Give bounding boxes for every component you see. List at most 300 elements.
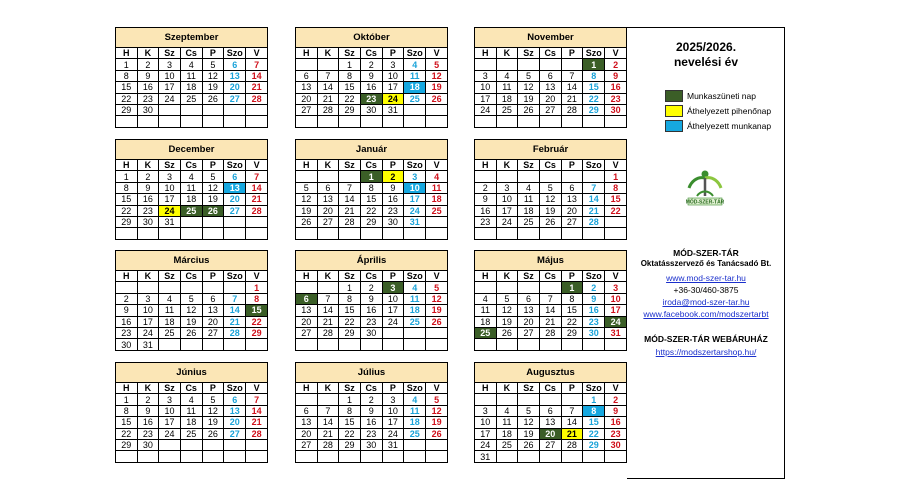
- day-cell: [246, 216, 268, 227]
- day-cell: 27: [224, 93, 246, 104]
- day-cell: 3: [159, 171, 181, 182]
- day-cell: 25: [159, 327, 181, 338]
- day-cell: [404, 327, 426, 338]
- day-cell: 26: [202, 428, 224, 439]
- day-cell: 4: [404, 394, 426, 405]
- weekday-header: V: [605, 160, 627, 171]
- day-cell: 1: [605, 171, 627, 182]
- day-cell: 17: [475, 428, 497, 439]
- school-year-title: 2025/2026.: [675, 40, 737, 54]
- day-cell: 30: [382, 216, 404, 227]
- day-cell: [475, 116, 497, 127]
- day-cell: [224, 339, 246, 350]
- day-cell: 22: [339, 316, 361, 327]
- day-cell: 23: [360, 316, 382, 327]
- day-cell: [246, 339, 268, 350]
- month-2: [474, 27, 627, 128]
- day-cell: 12: [539, 194, 561, 205]
- day-cell: 13: [539, 417, 561, 428]
- day-cell: 8: [583, 70, 605, 81]
- day-cell: 27: [561, 216, 583, 227]
- day-cell: 24: [496, 216, 518, 227]
- day-cell: 28: [583, 216, 605, 227]
- legend-rest-day: [665, 105, 771, 117]
- day-cell: 18: [180, 417, 202, 428]
- day-cell: 27: [202, 327, 224, 338]
- day-cell: [180, 216, 202, 227]
- day-cell: 29: [561, 327, 583, 338]
- day-cell: 30: [605, 104, 627, 115]
- day-cell: 17: [382, 82, 404, 93]
- day-cell: [539, 282, 561, 293]
- day-cell: 16: [360, 305, 382, 316]
- day-cell: 8: [583, 405, 605, 416]
- day-cell: 9: [137, 70, 159, 81]
- day-cell: 1: [246, 282, 268, 293]
- day-cell: 4: [180, 394, 202, 405]
- day-cell: 5: [496, 293, 518, 304]
- weekday-header: K: [137, 271, 159, 282]
- day-cell: [605, 116, 627, 127]
- day-cell: 20: [561, 205, 583, 216]
- day-cell: 23: [137, 93, 159, 104]
- day-cell: 2: [360, 394, 382, 405]
- day-cell: 3: [475, 70, 497, 81]
- day-cell: 25: [426, 205, 448, 216]
- day-cell: 20: [296, 428, 318, 439]
- day-cell: 19: [496, 316, 518, 327]
- day-cell: 4: [426, 171, 448, 182]
- day-cell: 18: [518, 205, 540, 216]
- day-cell: [137, 116, 159, 127]
- day-cell: 14: [539, 305, 561, 316]
- day-cell: 19: [426, 417, 448, 428]
- day-cell: 5: [426, 282, 448, 293]
- day-cell: 26: [496, 327, 518, 338]
- day-cell: [496, 282, 518, 293]
- weekday-header: K: [496, 48, 518, 59]
- day-cell: 31: [382, 104, 404, 115]
- day-cell: 22: [339, 428, 361, 439]
- day-cell: 7: [224, 293, 246, 304]
- day-cell: 13: [296, 417, 318, 428]
- day-cell: 23: [137, 205, 159, 216]
- day-cell: [246, 451, 268, 462]
- day-cell: 8: [339, 405, 361, 416]
- day-cell: [496, 59, 518, 70]
- day-cell: [426, 339, 448, 350]
- company-name: MÓD-SZER-TÁR: [673, 248, 739, 258]
- day-cell: [605, 451, 627, 462]
- day-cell: [116, 228, 138, 239]
- day-cell: 18: [404, 305, 426, 316]
- day-cell: 18: [404, 417, 426, 428]
- day-cell: [605, 339, 627, 350]
- day-cell: 22: [360, 205, 382, 216]
- day-cell: 6: [224, 59, 246, 70]
- day-cell: [159, 104, 181, 115]
- weekday-header: K: [496, 160, 518, 171]
- day-cell: 16: [137, 417, 159, 428]
- weekday-header: Cs: [180, 160, 202, 171]
- day-cell: 24: [159, 93, 181, 104]
- day-cell: [159, 282, 181, 293]
- day-cell: 26: [202, 205, 224, 216]
- weekday-header: Sz: [518, 383, 540, 394]
- day-cell: [159, 116, 181, 127]
- weekday-header: Sz: [159, 160, 181, 171]
- day-cell: 11: [518, 194, 540, 205]
- day-cell: [159, 451, 181, 462]
- month-8: [474, 250, 627, 351]
- day-cell: 12: [518, 417, 540, 428]
- day-cell: [224, 216, 246, 227]
- day-cell: [426, 451, 448, 462]
- day-cell: 14: [317, 417, 339, 428]
- day-cell: [561, 171, 583, 182]
- day-cell: 22: [583, 93, 605, 104]
- day-cell: 9: [605, 405, 627, 416]
- weekday-header: V: [426, 160, 448, 171]
- month-title: Szeptember: [116, 28, 268, 48]
- day-cell: 11: [404, 70, 426, 81]
- day-cell: [426, 228, 448, 239]
- day-cell: 8: [116, 70, 138, 81]
- day-cell: 25: [404, 316, 426, 327]
- day-cell: [339, 171, 361, 182]
- day-cell: 4: [159, 293, 181, 304]
- day-cell: 11: [180, 182, 202, 193]
- day-cell: 10: [475, 417, 497, 428]
- day-cell: 31: [475, 451, 497, 462]
- day-cell: [246, 439, 268, 450]
- day-cell: [137, 451, 159, 462]
- day-cell: [583, 116, 605, 127]
- day-cell: [539, 451, 561, 462]
- day-cell: 27: [296, 104, 318, 115]
- day-cell: [224, 104, 246, 115]
- weekday-header: K: [496, 383, 518, 394]
- day-cell: 4: [180, 171, 202, 182]
- day-cell: [561, 228, 583, 239]
- weekday-header: Cs: [539, 48, 561, 59]
- webshop-title: MÓD-SZER-TÁR WEBÁRUHÁZ: [644, 334, 768, 344]
- day-cell: 18: [159, 316, 181, 327]
- legend-swatch-work: [665, 120, 683, 132]
- day-cell: [224, 439, 246, 450]
- day-cell: 15: [339, 305, 361, 316]
- day-cell: [561, 59, 583, 70]
- day-cell: 21: [539, 316, 561, 327]
- day-cell: 20: [296, 316, 318, 327]
- weekday-header: Szo: [224, 48, 246, 59]
- day-cell: [180, 282, 202, 293]
- day-cell: [202, 439, 224, 450]
- day-cell: [496, 339, 518, 350]
- day-cell: 13: [224, 405, 246, 416]
- day-cell: [496, 116, 518, 127]
- day-cell: 31: [605, 327, 627, 338]
- weekday-header: Szo: [583, 271, 605, 282]
- day-cell: 29: [116, 104, 138, 115]
- day-cell: 15: [116, 82, 138, 93]
- day-cell: 1: [116, 59, 138, 70]
- day-cell: 12: [202, 182, 224, 193]
- day-cell: 17: [137, 316, 159, 327]
- day-cell: 16: [360, 82, 382, 93]
- facebook-link[interactable]: www.facebook.com/modszertarbt: [643, 309, 769, 319]
- weekday-header: Sz: [339, 48, 361, 59]
- weekday-header: Szo: [583, 48, 605, 59]
- day-cell: [317, 451, 339, 462]
- info-panel: [627, 27, 785, 479]
- email-link[interactable]: iroda@mod-szer-tar.hu: [662, 297, 750, 307]
- day-cell: 11: [496, 417, 518, 428]
- day-cell: [317, 282, 339, 293]
- day-cell: [561, 394, 583, 405]
- day-cell: 15: [339, 82, 361, 93]
- day-cell: [360, 116, 382, 127]
- day-cell: 21: [246, 417, 268, 428]
- month-5: [474, 139, 627, 240]
- day-cell: 15: [246, 305, 268, 316]
- day-cell: 22: [246, 316, 268, 327]
- day-cell: [159, 439, 181, 450]
- weekday-header: Szo: [404, 383, 426, 394]
- weekday-header: P: [202, 383, 224, 394]
- day-cell: 5: [426, 59, 448, 70]
- day-cell: 14: [561, 82, 583, 93]
- day-cell: 24: [382, 93, 404, 104]
- day-cell: 23: [605, 93, 627, 104]
- day-cell: [224, 451, 246, 462]
- day-cell: 13: [296, 82, 318, 93]
- day-cell: 26: [180, 327, 202, 338]
- day-cell: 11: [159, 305, 181, 316]
- day-cell: 2: [116, 293, 138, 304]
- month-3: [115, 139, 268, 240]
- day-cell: [496, 451, 518, 462]
- day-cell: 15: [360, 194, 382, 205]
- weekday-header: H: [475, 160, 497, 171]
- day-cell: 3: [159, 394, 181, 405]
- day-cell: [296, 451, 318, 462]
- phone-number: +36-30/460-3875: [673, 285, 739, 295]
- weekday-header: P: [561, 48, 583, 59]
- day-cell: 13: [518, 305, 540, 316]
- weekday-header: P: [202, 271, 224, 282]
- day-cell: 11: [496, 82, 518, 93]
- day-cell: [404, 116, 426, 127]
- day-cell: 2: [382, 171, 404, 182]
- website-link[interactable]: www.mod-szer-tar.hu: [666, 273, 746, 283]
- weekday-header: Cs: [360, 271, 382, 282]
- webshop-link[interactable]: https://modszertarshop.hu/: [655, 347, 757, 357]
- day-cell: 13: [202, 305, 224, 316]
- day-cell: 28: [246, 93, 268, 104]
- weekday-header: K: [317, 271, 339, 282]
- day-cell: 3: [137, 293, 159, 304]
- day-cell: 25: [180, 205, 202, 216]
- day-cell: [339, 451, 361, 462]
- day-cell: [224, 116, 246, 127]
- day-cell: 4: [518, 182, 540, 193]
- day-cell: 27: [224, 205, 246, 216]
- day-cell: 31: [159, 216, 181, 227]
- day-cell: 6: [224, 171, 246, 182]
- day-cell: 21: [583, 205, 605, 216]
- day-cell: 30: [360, 439, 382, 450]
- day-cell: 16: [605, 82, 627, 93]
- day-cell: [360, 339, 382, 350]
- day-cell: 14: [246, 405, 268, 416]
- month-title: Január: [296, 140, 448, 160]
- day-cell: 2: [605, 59, 627, 70]
- weekday-header: Szo: [404, 48, 426, 59]
- day-cell: [296, 282, 318, 293]
- weekday-header: P: [561, 160, 583, 171]
- day-cell: 29: [583, 439, 605, 450]
- day-cell: 12: [202, 405, 224, 416]
- month-9: [115, 362, 268, 463]
- day-cell: 22: [116, 205, 138, 216]
- day-cell: 28: [317, 439, 339, 450]
- legend-swatch-holiday: [665, 90, 683, 102]
- day-cell: 28: [539, 327, 561, 338]
- day-cell: 17: [404, 194, 426, 205]
- day-cell: [404, 339, 426, 350]
- day-cell: [583, 228, 605, 239]
- weekday-header: K: [137, 383, 159, 394]
- day-cell: [518, 171, 540, 182]
- day-cell: 28: [224, 327, 246, 338]
- day-cell: 14: [224, 305, 246, 316]
- day-cell: 28: [317, 327, 339, 338]
- day-cell: 21: [246, 194, 268, 205]
- day-cell: 4: [404, 282, 426, 293]
- day-cell: [296, 228, 318, 239]
- day-cell: 16: [360, 417, 382, 428]
- weekday-header: K: [137, 48, 159, 59]
- day-cell: [426, 327, 448, 338]
- day-cell: [116, 451, 138, 462]
- day-cell: 12: [180, 305, 202, 316]
- day-cell: 27: [539, 104, 561, 115]
- day-cell: [475, 394, 497, 405]
- weekday-header: V: [605, 271, 627, 282]
- weekday-header: Sz: [159, 48, 181, 59]
- day-cell: [296, 59, 318, 70]
- day-cell: 28: [317, 104, 339, 115]
- month-title: Július: [296, 363, 448, 383]
- day-cell: 9: [137, 405, 159, 416]
- day-cell: 9: [360, 293, 382, 304]
- day-cell: 26: [539, 216, 561, 227]
- day-cell: 25: [180, 428, 202, 439]
- month-title: November: [475, 28, 627, 48]
- day-cell: 15: [339, 417, 361, 428]
- day-cell: 16: [605, 417, 627, 428]
- day-cell: 30: [583, 327, 605, 338]
- day-cell: 16: [116, 316, 138, 327]
- day-cell: 12: [426, 70, 448, 81]
- day-cell: [202, 451, 224, 462]
- day-cell: 19: [202, 417, 224, 428]
- day-cell: [382, 339, 404, 350]
- day-cell: 7: [246, 394, 268, 405]
- weekday-header: Szo: [224, 160, 246, 171]
- day-cell: 20: [224, 417, 246, 428]
- day-cell: 27: [296, 439, 318, 450]
- day-cell: 15: [116, 194, 138, 205]
- day-cell: [404, 439, 426, 450]
- day-cell: 9: [137, 182, 159, 193]
- day-cell: [475, 282, 497, 293]
- day-cell: [317, 116, 339, 127]
- day-cell: 18: [496, 428, 518, 439]
- day-cell: 25: [496, 104, 518, 115]
- day-cell: 27: [539, 439, 561, 450]
- day-cell: 3: [475, 405, 497, 416]
- day-cell: 17: [475, 93, 497, 104]
- weekday-header: H: [296, 383, 318, 394]
- day-cell: 7: [246, 59, 268, 70]
- day-cell: 12: [518, 82, 540, 93]
- day-cell: 10: [382, 405, 404, 416]
- day-cell: 8: [360, 182, 382, 193]
- day-cell: [583, 339, 605, 350]
- day-cell: 24: [159, 205, 181, 216]
- weekday-header: K: [317, 48, 339, 59]
- day-cell: [583, 171, 605, 182]
- day-cell: 24: [137, 327, 159, 338]
- day-cell: [605, 216, 627, 227]
- day-cell: 22: [116, 428, 138, 439]
- day-cell: 30: [360, 327, 382, 338]
- weekday-header: K: [137, 160, 159, 171]
- weekday-header: H: [116, 48, 138, 59]
- day-cell: 21: [339, 205, 361, 216]
- day-cell: 22: [561, 316, 583, 327]
- day-cell: 5: [518, 70, 540, 81]
- day-cell: 14: [339, 194, 361, 205]
- day-cell: 7: [561, 70, 583, 81]
- day-cell: 11: [404, 405, 426, 416]
- day-cell: 23: [137, 428, 159, 439]
- day-cell: [360, 451, 382, 462]
- day-cell: 31: [382, 439, 404, 450]
- weekday-header: Sz: [518, 271, 540, 282]
- day-cell: 2: [583, 282, 605, 293]
- day-cell: 1: [116, 171, 138, 182]
- day-cell: 20: [296, 93, 318, 104]
- day-cell: 29: [246, 327, 268, 338]
- month-10: [295, 362, 448, 463]
- day-cell: 4: [180, 59, 202, 70]
- day-cell: 15: [561, 305, 583, 316]
- day-cell: 9: [475, 194, 497, 205]
- day-cell: 29: [583, 104, 605, 115]
- weekday-header: Szo: [404, 160, 426, 171]
- day-cell: 18: [180, 194, 202, 205]
- day-cell: 29: [116, 216, 138, 227]
- month-title: Június: [116, 363, 268, 383]
- weekday-header: H: [475, 48, 497, 59]
- day-cell: [159, 339, 181, 350]
- day-cell: 17: [496, 205, 518, 216]
- day-cell: [426, 216, 448, 227]
- day-cell: 29: [116, 439, 138, 450]
